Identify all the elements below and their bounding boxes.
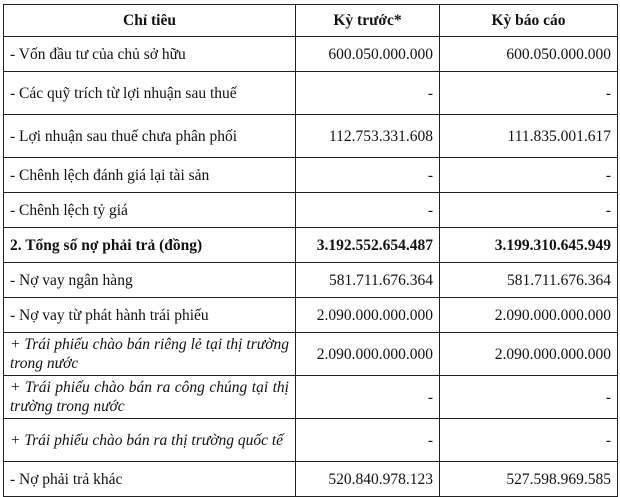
table-row — [4, 193, 618, 228]
row-current-value: - — [440, 72, 618, 115]
row-label: - Nợ phải trả khác — [4, 462, 296, 497]
row-current-value: - — [440, 376, 618, 419]
table-row — [4, 419, 618, 462]
row-label: - Vốn đầu tư của chủ sở hữu — [4, 37, 296, 72]
table-row — [4, 37, 618, 72]
row-label: - Lợi nhuận sau thuế chưa phân phối — [4, 115, 296, 158]
row-current-value: 111.835.001.617 — [440, 115, 618, 158]
row-previous-value: 112.753.331.608 — [296, 115, 440, 158]
table-header-row — [4, 5, 618, 37]
row-current-value: 600.050.000.000 — [440, 37, 618, 72]
header-reporting-period: Kỳ báo cáo — [440, 5, 618, 37]
row-label: 2. Tổng số nợ phải trả (đồng) — [4, 228, 296, 263]
row-label: + Trái phiếu chào bán ra thị trường quốc tế — [4, 419, 296, 462]
row-current-value: - — [440, 158, 618, 193]
financial-table — [3, 4, 618, 497]
table-row — [4, 376, 618, 419]
row-previous-value: 2.090.000.000.000 — [296, 298, 440, 333]
row-previous-value: 3.192.552.654.487 — [296, 228, 440, 263]
row-previous-value: - — [296, 193, 440, 228]
row-previous-value: - — [296, 376, 440, 419]
row-label: - Nợ vay ngân hàng — [4, 263, 296, 298]
row-current-value: - — [440, 193, 618, 228]
row-previous-value: 520.840.978.123 — [296, 462, 440, 497]
row-label: - Chênh lệch tỷ giá — [4, 193, 296, 228]
row-previous-value: - — [296, 419, 440, 462]
row-label: - Các quỹ trích từ lợi nhuận sau thuế — [4, 72, 296, 115]
table-row — [4, 333, 618, 376]
header-previous-period: Kỳ trước* — [296, 5, 440, 37]
row-previous-value: 581.711.676.364 — [296, 263, 440, 298]
table-row-total-liabilities — [4, 228, 618, 263]
row-previous-value: - — [296, 158, 440, 193]
table-row — [4, 115, 618, 158]
row-label: - Chênh lệch đánh giá lại tài sản — [4, 158, 296, 193]
row-current-value: - — [440, 419, 618, 462]
table-row — [4, 298, 618, 333]
row-current-value: 2.090.000.000.000 — [440, 333, 618, 376]
row-label: - Nợ vay từ phát hành trái phiếu — [4, 298, 296, 333]
row-label: + Trái phiếu chào bán ra công chúng tại thị trường trong nước — [4, 376, 296, 419]
row-current-value: 3.199.310.645.949 — [440, 228, 618, 263]
row-previous-value: 2.090.000.000.000 — [296, 333, 440, 376]
row-current-value: 581.711.676.364 — [440, 263, 618, 298]
row-current-value: 2.090.000.000.000 — [440, 298, 618, 333]
row-label: + Trái phiếu chào bán riêng lẻ tại thị trường trong nước — [4, 333, 296, 376]
table-row — [4, 158, 618, 193]
table-row — [4, 263, 618, 298]
table-row — [4, 462, 618, 497]
row-previous-value: 600.050.000.000 — [296, 37, 440, 72]
table-row — [4, 72, 618, 115]
row-previous-value: - — [296, 72, 440, 115]
header-indicator: Chỉ tiêu — [4, 5, 296, 37]
row-current-value: 527.598.969.585 — [440, 462, 618, 497]
